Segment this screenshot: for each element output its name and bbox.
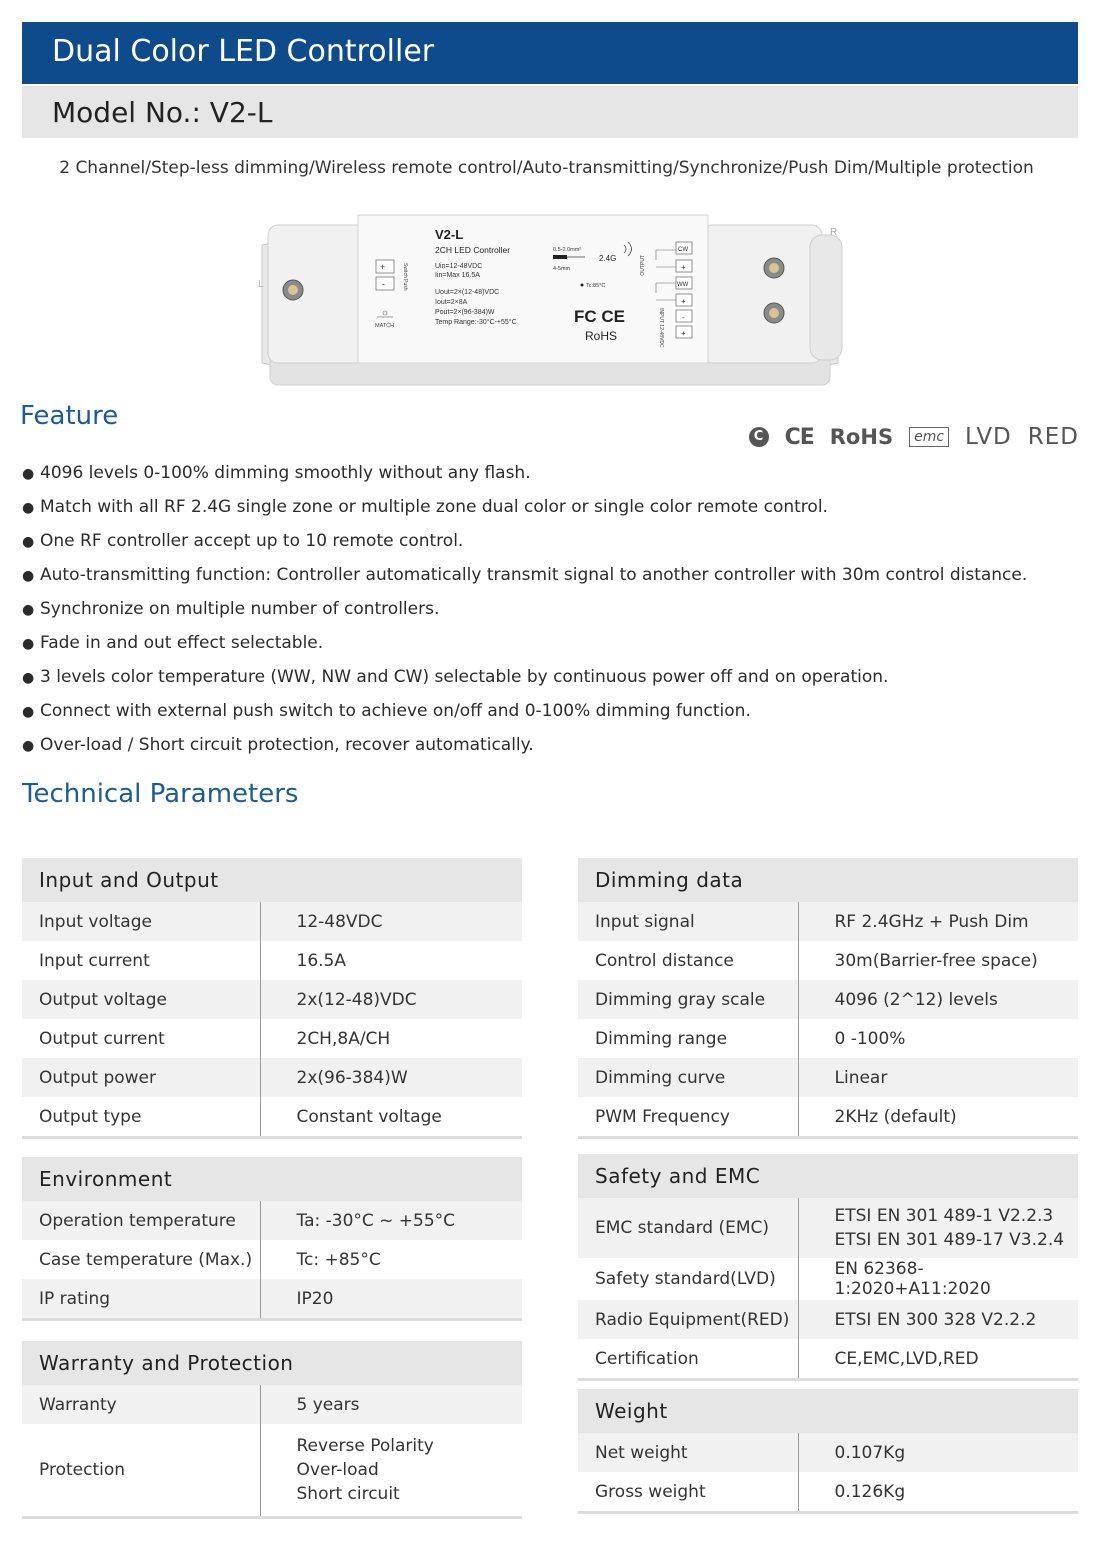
feature-summary: 2 Channel/Step-less dimming/Wireless remote control/Auto-transmitting/Synchronize/Push Dim/Multiple protection [59,158,1034,178]
table-row: Output type Constant voltage [22,1097,522,1138]
lvd-mark: LVD [965,424,1012,450]
table-row: Warranty 5 years [22,1385,522,1424]
table-row: Dimming range 0 -100% [578,1019,1078,1058]
weight-table [578,1389,1078,1514]
c-mark-icon: C [749,427,769,447]
input-output-table [22,858,522,1139]
table-row: Input signal RF 2.4GHz + Push Dim [578,902,1078,941]
list-item: ● Auto-transmitting function: Controller automatically transmit signal to another controller with 30m control distance. [22,565,1028,585]
table-title: Weight [578,1389,1078,1433]
table-title: Input and Output [22,858,522,902]
list-item: ● 3 levels color temperature (WW, NW and CW) selectable by continuous power off and on operation. [22,667,889,687]
table-row: Protection Reverse Polarity Over-load Short circuit [22,1424,522,1518]
left-terminal-minus: - [382,279,385,289]
certification-marks [749,424,1079,450]
list-item: ● Match with all RF 2.4G single zone or multiple zone dual color or single color remote control. [22,497,828,517]
table-row: Input current 16.5A [22,941,522,980]
emc-standard: ETSI EN 301 489-1 V2.2.3 [834,1206,1054,1226]
fcc-ce-mark: FC CE [574,307,625,326]
table-title: Environment [22,1157,522,1201]
rf-band: 2.4G [599,254,617,263]
spec-line: Temp Range:-30°C-+55°C [435,319,517,326]
table-row: IP rating IP20 [22,1279,522,1320]
side-label-left: L [258,279,264,290]
table-row: Net weight 0.107Kg [578,1433,1078,1472]
table-row: EMC standard (EMC) ETSI EN 301 489-1 V2.2.3 ETSI EN 301 489-17 V3.2.4 [578,1198,1078,1258]
device-name: V2-L [435,227,464,242]
table-row: Output current 2CH,8A/CH [22,1019,522,1058]
table-row: Output voltage 2x(12-48)VDC [22,980,522,1019]
side-label-right: R [830,227,838,238]
page-title: Dual Color LED Controller [22,22,1078,84]
table-row: Input voltage 12-48VDC [22,902,522,941]
product-image [240,205,860,405]
technical-parameters-heading: Technical Parameters [22,779,299,809]
spec-line: Iin=Max 16.5A [435,272,480,279]
terminal-plus: + [681,297,686,306]
model-number: Model No.: V2-L [22,86,1078,138]
device-type: 2CH LED Controller [435,245,511,255]
safety-emc-table [578,1154,1078,1381]
match-label: MATCH [375,323,395,329]
red-mark: RED [1027,424,1079,450]
input-label: INPUT 12-48VDC [658,308,664,348]
spec-line: Pout=2×(96-384)W [435,309,495,316]
protection-value: Reverse Polarity [296,1436,434,1456]
list-item: ● Over-load / Short circuit protection, recover automatically. [22,735,534,755]
environment-table [22,1157,522,1321]
list-item: ● Fade in and out effect selectable. [22,633,324,653]
terminal-plus: + [681,329,686,338]
terminal-minus: - [682,313,685,322]
table-title: Safety and EMC [578,1154,1078,1198]
protection-value: Over-load [296,1460,379,1480]
table-row: Gross weight 0.126Kg [578,1472,1078,1513]
rohs-mark: RoHS [585,329,618,343]
table-row: PWM Frequency 2KHz (default) [578,1097,1078,1138]
table-row: Safety standard(LVD) EN 62368-1:2020+A11:2020 [578,1258,1078,1300]
table-title: Dimming data [578,858,1078,902]
table-row: Control distance 30m(Barrier-free space) [578,941,1078,980]
left-terminal-plus: + [380,262,386,272]
wire-gauge: 0.5-2.0mm² [553,247,582,253]
list-item: ● One RF controller accept up to 10 remote control. [22,531,464,551]
tc-rating: Tc:85°C [586,283,606,289]
feature-heading: Feature [20,401,119,431]
table-row: Output power 2x(96-384)W [22,1058,522,1097]
list-item: ● 4096 levels 0-100% dimming smoothly without any flash. [22,463,531,483]
terminal-plus: + [681,263,686,272]
spec-line: Iout=2×8A [435,299,468,306]
switch-push-label: Switch Push [402,263,408,291]
table-row: Dimming curve Linear [578,1058,1078,1097]
terminal-ww: WW [677,282,689,288]
table-row: Operation temperature Ta: -30°C ~ +55°C [22,1201,522,1240]
wire-strip: 4-5mm [553,266,571,272]
spec-line: Uout=2×(12-48)VDC [435,289,500,296]
output-label: OUTPUT [640,255,646,276]
table-row: Dimming gray scale 4096 (2^12) levels [578,980,1078,1019]
table-title: Warranty and Protection [22,1341,522,1385]
protection-value: Short circuit [296,1484,400,1504]
feature-list [22,458,1092,764]
ce-mark: CE [784,424,814,450]
table-row: Case temperature (Max.) Tc: +85°C [22,1240,522,1279]
spec-line: Uin=12-48VDC [435,263,483,270]
dimming-data-table [578,858,1078,1139]
emc-standard: ETSI EN 301 489-17 V3.2.4 [834,1230,1065,1250]
warranty-protection-table [22,1341,522,1519]
table-row: Radio Equipment(RED) ETSI EN 300 328 V2.2.2 [578,1300,1078,1339]
list-item: ● Synchronize on multiple number of controllers. [22,599,440,619]
emc-mark: emc [909,427,949,447]
table-row: Certification CE,EMC,LVD,RED [578,1339,1078,1380]
rohs-mark: RoHS [829,425,894,449]
list-item: ● Connect with external push switch to achieve on/off and 0-100% dimming function. [22,701,751,721]
terminal-cw: CW [678,247,688,253]
